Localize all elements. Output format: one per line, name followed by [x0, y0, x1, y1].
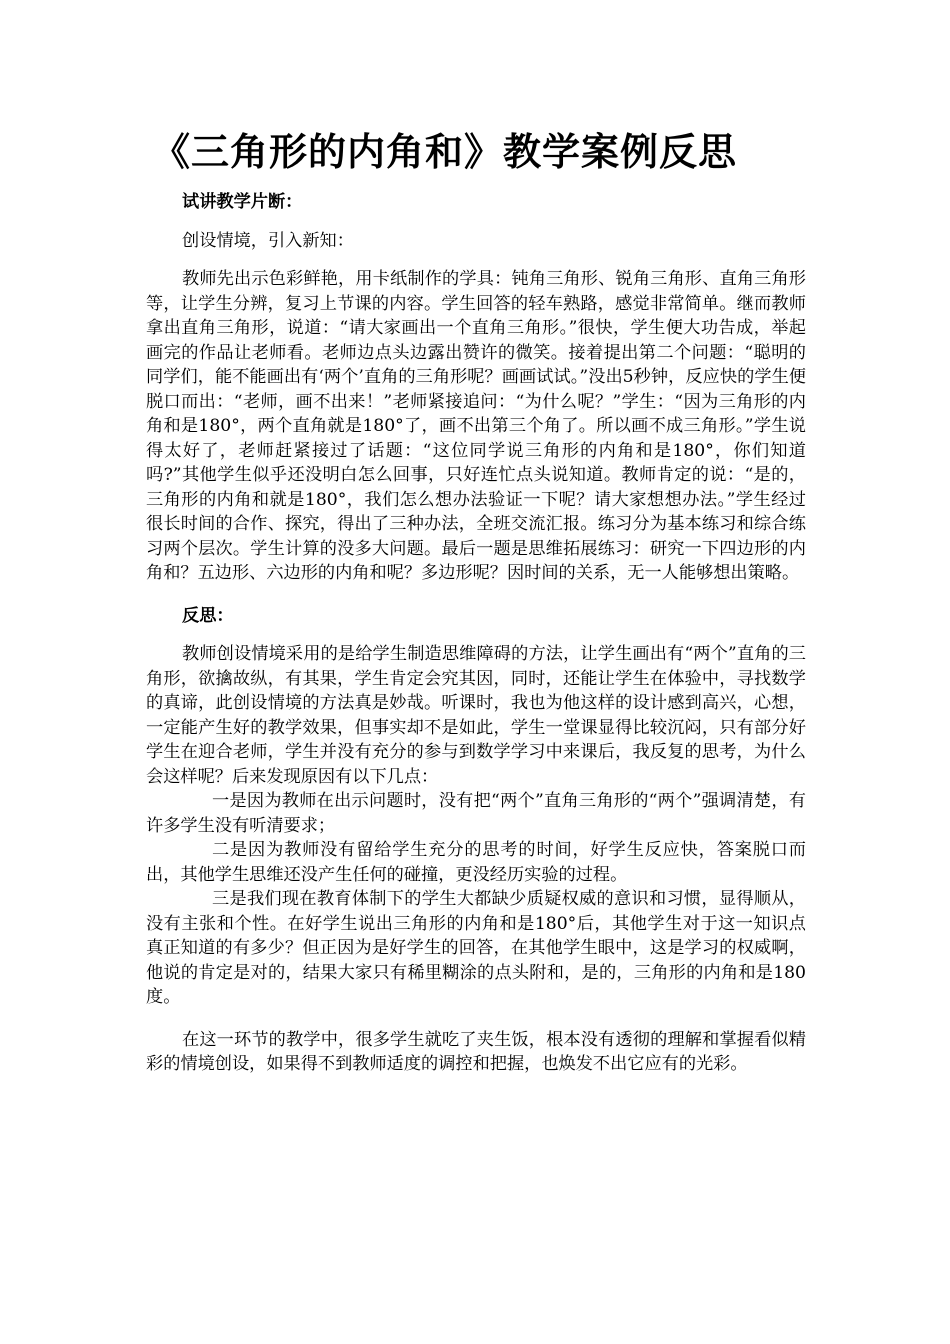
paragraph-reason-one: 一是因为教师在出示问题时，没有把“两个”直角三角形的“两个”强调清楚，有许多学生没有听清要求；	[146, 791, 806, 836]
section-intro: 创设情境，引入新知：	[182, 230, 354, 251]
paragraph-teaching-fragment: 教师先出示色彩鲜艳，用卡纸制作的学具：钝角三角形、锐角三角形、直角三角形等，让学生分辨，复习上节课的内容。学生回答的轻车熟路，感觉非常简单。继而教师拿出直角三角形，说道：“请大家画出一个直角三角形。”很快，学生便大功告成，举起画完的作品让老师看。老师边点头边露出赞许的微笑。接着提出第二个问题：“聪明的同学们，能不能画出有‘两个’直角的三角形呢？画画试试。”没出5秒钟，反应快的学生便脱口而出：“老师，画不出来！”老师紧接追问：“为什么呢？”学生：“因为三角形的内角和是180°，两个直角就是180°了，画不出第三个角了。所以画不成三角形。”学生说得太好了，老师赶紧接过了话题：“这位同学说三角形的内角和是180°，你们知道吗?”其他学生似乎还没明白怎么回事，只好连忙点头说知道。教师肯定的说：“是的，三角形的内角和就是180°，我们怎么想办法验证一下呢？请大家想想办法。”学生经过很长时间的合作、探究，得出了三种办法，全班交流汇报。练习分为基本练习和综合练习两个层次。学生计算的没多大问题。最后一题是思维拓展练习：研究一下四边形的内角和？五边形、六边形的内角和呢？多边形呢？因时间的关系，无一人能够想出策略。	[146, 269, 806, 583]
section-heading-reflection: 反思：	[182, 605, 234, 626]
document-title: 《三角形的内角和》教学案例反思	[152, 129, 738, 174]
paragraph-reason-two: 二是因为教师没有留给学生充分的思考的时间，好学生反应快，答案脱口而出，其他学生思维还没产生任何的碰撞，更没经历实验的过程。	[146, 840, 806, 885]
paragraph-reflection: 教师创设情境采用的是给学生制造思维障碍的方法，让学生画出有“两个”直角的三角形，欲擒故纵，有其果，学生肯定会究其因，同时，还能让学生在体验中，寻找数学的真谛，此创设情境的方法真是妙哉。听课时，我也为他这样的设计感到高兴，心想，一定能产生好的教学效果，但事实却不是如此，学生一堂课显得比较沉闷，只有部分好学生在迎合老师，学生并没有充分的参与到数学学习中来课后，我反复的思考，为什么会这样呢？后来发现原因有以下几点：	[146, 644, 806, 787]
section-heading-trial-teaching: 试讲教学片断：	[182, 192, 303, 212]
paragraph-conclusion: 在这一环节的教学中，很多学生就吃了夹生饭，根本没有透彻的理解和掌握看似精彩的情境创设，如果得不到教师适度的调控和把握，也焕发不出它应有的光彩。	[146, 1029, 806, 1074]
document-body	[146, 190, 806, 1077]
paragraph-reason-three: 三是我们现在教育体制下的学生大都缺少质疑权威的意识和习惯，显得顺从，没有主张和个性。在好学生说出三角形的内角和是180°后，其他学生对于这一知识点真正知道的有多少？但正因为是好学生的回答，在其他学生眼中，这是学习的权威啊，他说的肯定是对的，结果大家只有稀里糊涂的点头附和，是的，三角形的内角和是180度。	[146, 889, 806, 1007]
